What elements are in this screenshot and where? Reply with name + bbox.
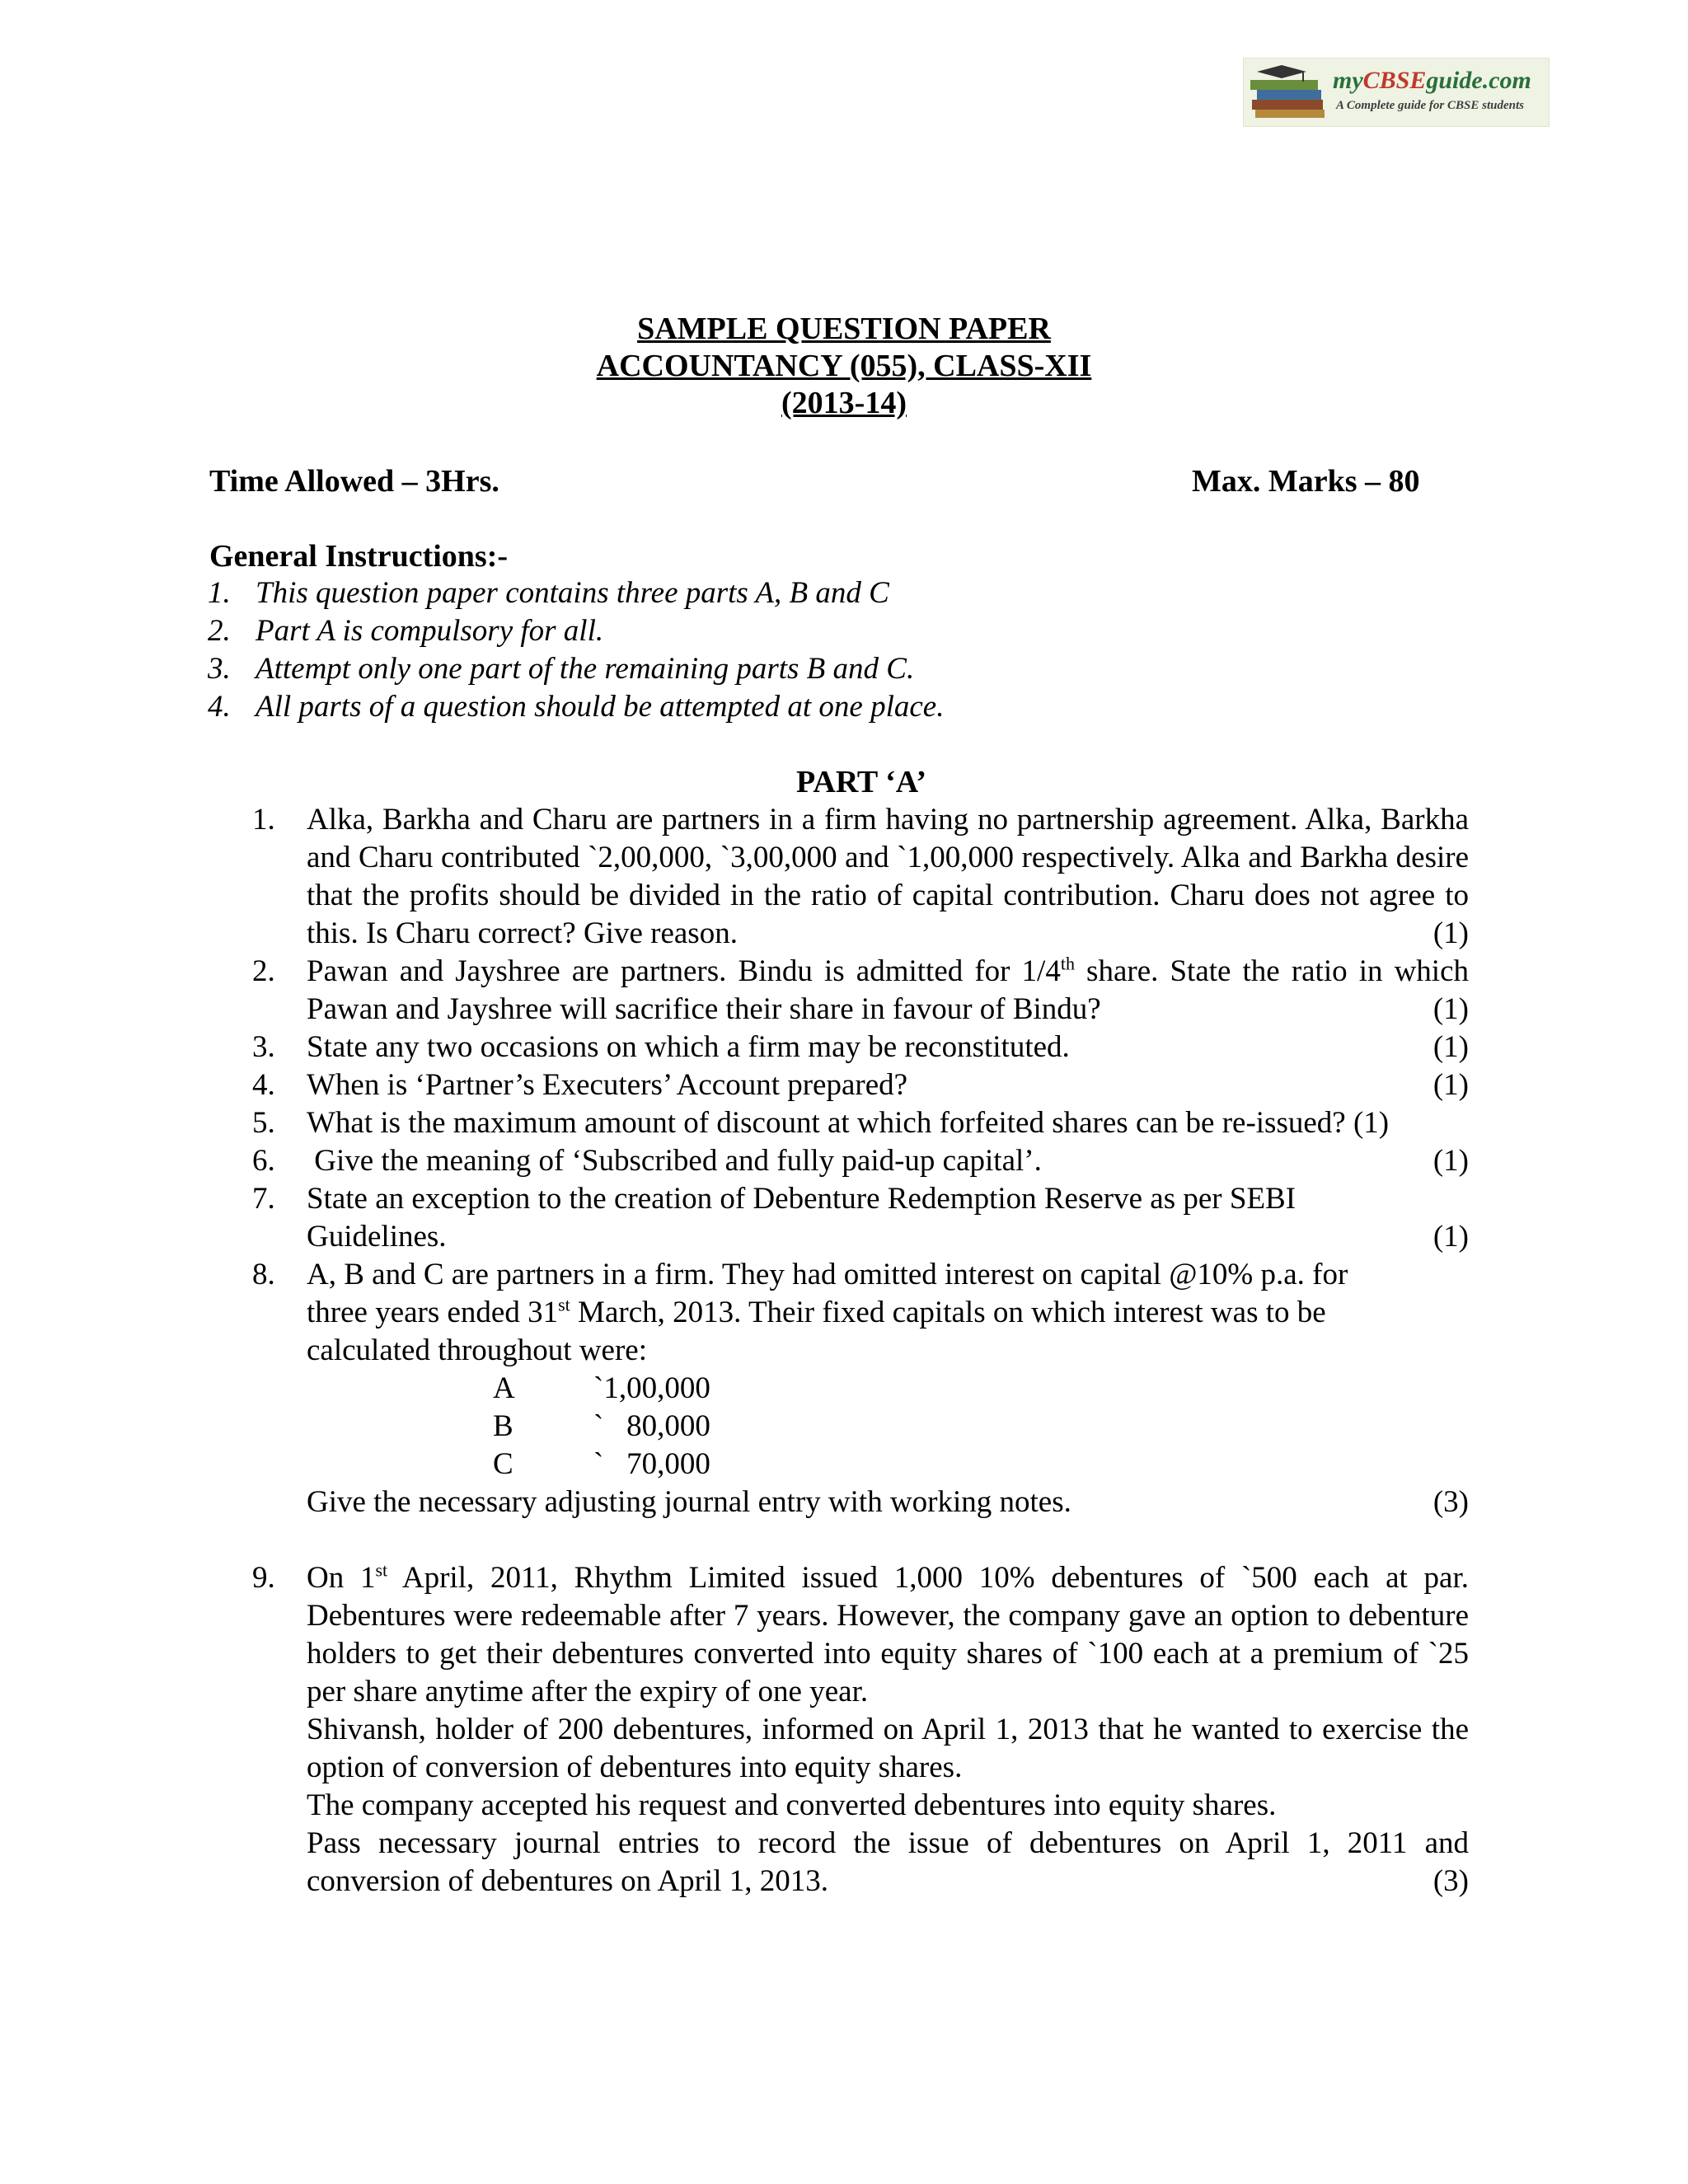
question-number: 1. (252, 803, 275, 837)
logo-brand-name: myCBSEguide.com (1333, 67, 1531, 94)
question-marks: (1) (1432, 916, 1469, 950)
question-text: State an exception to the creation of Debenture Redemption Reserve as per SEBI (307, 1182, 1296, 1216)
paper-session: (2013-14) (781, 386, 907, 420)
question-number: 9. (252, 1561, 275, 1595)
question-text: Shivansh, holder of 200 debentures, informed on April 1, 2013 that he wanted to exercise the option of conversion of debentures into equity shares. (307, 1713, 1469, 1784)
question-text: A, B and C are partners in a firm. They had omitted interest on capital @10% p.a. for (307, 1258, 1348, 1291)
partner-name: C (493, 1447, 513, 1481)
question-text: Pass necessary journal entries to record the issue of debentures on April 1, 2011 and conversion of debentures on April 1, 2013. (307, 1826, 1469, 1898)
mycbseguide-logo (1243, 58, 1550, 127)
instruction-item: 2. Part A is compulsory for all. (208, 614, 604, 648)
question-text: Guidelines. (307, 1220, 447, 1254)
instructions-title: General Instructions:- (209, 539, 509, 574)
question-5 (252, 1104, 1469, 1142)
question-number: 7. (252, 1182, 275, 1216)
question-marks: (3) (1432, 1485, 1469, 1519)
question-text: calculated throughout were: (307, 1333, 647, 1367)
question-text: Alka, Barkha and Charu are partners in a firm having no partnership agreement. Alka, Barkha and Charu contributed `2,00,000, `3,00,000 and `1,00,000 respectively. Alka and Barkha desire that the profits should be divided in the ratio of capital contribution. Charu does not agree to this. Is Charu correct? Give reason. (307, 803, 1469, 950)
paper-title: SAMPLE QUESTION PAPER (637, 312, 1051, 346)
question-number: 4. (252, 1068, 275, 1102)
question-marks: (1) (1432, 1220, 1469, 1254)
question-text: On 1 (307, 1561, 376, 1595)
question-number: 3. (252, 1030, 275, 1064)
paper-subject: ACCOUNTANCY (055), CLASS-XII (596, 349, 1092, 383)
question-6 (252, 1142, 1469, 1180)
question-text: What is the maximum amount of discount at which forfeited shares can be re-issued? (307, 1106, 1346, 1140)
question-text: share. State the ratio in which Pawan and Jayshree will sacrifice their share in favour of Bindu? (307, 954, 1469, 1026)
question-number: 6. (252, 1144, 275, 1178)
instruction-item: 3. Attempt only one part of the remaining parts B and C. (208, 652, 915, 686)
question-text: When is ‘Partner’s Executers’ Account prepared? (307, 1068, 908, 1102)
question-number: 8. (252, 1258, 275, 1291)
question-marks: (1) (1432, 1068, 1469, 1102)
question-4 (252, 1066, 1469, 1104)
superscript: th (1060, 953, 1075, 974)
logo-tagline: A Complete guide for CBSE students (1336, 99, 1524, 112)
time-allowed: Time Allowed – 3Hrs. (209, 464, 499, 499)
question-marks: (1) (1432, 1030, 1469, 1064)
instruction-item: 4. All parts of a question should be attempted at one place. (208, 690, 945, 724)
question-text: March, 2013. Their fixed capitals on which interest was to be (570, 1296, 1326, 1329)
question-7 (252, 1180, 1469, 1256)
question-1 (252, 801, 1469, 953)
superscript: st (375, 1559, 388, 1581)
partner-name: A (493, 1371, 515, 1405)
capital-amount: ` 80,000 (593, 1409, 710, 1443)
capital-amount: ` 70,000 (593, 1447, 710, 1481)
superscript: st (558, 1294, 570, 1315)
part-a-title: PART ‘A’ (795, 765, 927, 799)
question-3 (252, 1029, 1469, 1066)
question-text: Give the meaning of ‘Subscribed and fully paid-up capital’. (307, 1144, 1042, 1178)
question-marks: (1) (1432, 992, 1469, 1026)
question-8 (252, 1256, 1469, 1370)
question-number: 5. (252, 1106, 275, 1140)
instruction-item: 1. This question paper contains three parts A, B and C (208, 576, 889, 610)
question-text: April, 2011, Rhythm Limited issued 1,000 10% debentures of `500 each at par. Debentures were redeemable after 7 years. However, the company gave an option to debenture holders to get their debentures converted into equity shares of `100 each at a premium of `25 per share anytime after the expiry of one year. (307, 1561, 1469, 1708)
question-text: The company accepted his request and converted debentures into equity shares. (307, 1788, 1277, 1822)
question-marks: (1) (1353, 1106, 1390, 1140)
question-number: 2. (252, 954, 275, 988)
question-marks: (3) (1432, 1864, 1469, 1898)
question-8-closing (252, 1483, 1469, 1521)
question-2 (252, 953, 1469, 1029)
capital-amount: `1,00,000 (593, 1371, 710, 1405)
question-9 (252, 1559, 1469, 1900)
question-marks: (1) (1432, 1144, 1469, 1178)
question-text: State any two occasions on which a firm may be reconstituted. (307, 1030, 1070, 1064)
question-text: Pawan and Jayshree are partners. Bindu is admitted for 1/4 (307, 954, 1061, 988)
question-text: three years ended 31 (307, 1296, 559, 1329)
partner-name: B (493, 1409, 513, 1443)
question-text: Give the necessary adjusting journal entry with working notes. (307, 1485, 1071, 1519)
max-marks: Max. Marks – 80 (1192, 464, 1420, 499)
books-graduation-cap-icon (1249, 63, 1331, 123)
